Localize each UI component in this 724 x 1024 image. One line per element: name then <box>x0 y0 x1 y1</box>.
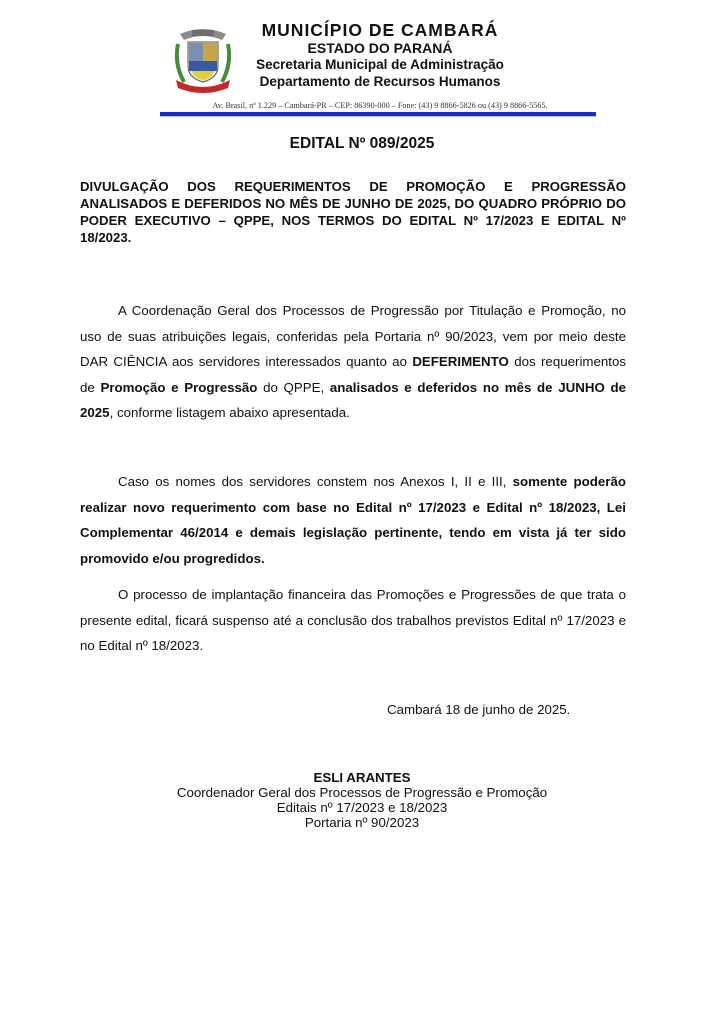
signatory-name: ESLI ARANTES <box>313 770 411 785</box>
p1-bold-1: DEFERIMENTO <box>412 354 509 369</box>
edital-subject: DIVULGAÇÃO DOS REQUERIMENTOS DE PROMOÇÃO E PROGRESSÃO ANALISADOS E DEFERIDOS NO MÊS DE JUNHO DE 2025, DO QUADRO PRÓPRIO DO PODER EXECUTIVO – QPPE, NOS TERMOS DO EDITAL Nº 17/2023 E EDITAL Nº 18/2023. <box>80 179 626 245</box>
p1-text-1: A Coordenação Geral dos Processos de Progressão por Titulação e Promoção, no uso de suas atribuições legais, conferidas pela Portaria nº 90/2023, vem por meio deste DAR CIÊNCIA aos servidores interessados quanto ao <box>80 303 626 369</box>
place-and-date: Cambará 18 de junho de 2025. <box>387 702 571 717</box>
department-name: Departamento de Recursos Humanos <box>259 74 501 89</box>
header-divider-shadow <box>160 116 596 117</box>
state-name: ESTADO DO PARANÁ <box>307 40 453 56</box>
p1-text-4: , conforme listagem abaixo apresentada. <box>109 405 350 420</box>
p1-bold-2: Promoção e Progressão <box>100 379 258 395</box>
p2-text-1: Caso os nomes dos servidores constem nos Anexos I, II e III, <box>118 474 513 489</box>
secretariat-name: Secretaria Municipal de Administração <box>256 57 504 72</box>
p1-bold-3: analisados e deferidos no mês de JUNHO de 2025 <box>80 379 626 420</box>
edital-title: EDITAL Nº 089/2025 <box>289 135 435 152</box>
municipality-title: MUNICÍPIO DE CAMBARÁ <box>261 20 499 40</box>
signatory-editais: Editais nº 17/2023 e 18/2023 <box>276 800 448 815</box>
municipal-coat-of-arms-icon <box>172 24 234 96</box>
body-paragraph-1 <box>80 298 626 426</box>
body-paragraph-2 <box>80 469 626 571</box>
address-line: Av. Brasil, nº 1.229 – Cambará-PR – CEP: 86390-000 – Fone: (43) 9 8866-5826 ou (43) 9 8866-5565. <box>212 101 548 110</box>
body-paragraph-3 <box>80 582 626 659</box>
signatory-role: Coordenador Geral dos Processos de Progressão e Promoção <box>176 785 548 800</box>
p1-text-2: dos requerimentos de <box>80 354 626 395</box>
p3-text: O processo de implantação financeira das Promoções e Progressões de que trata o presente edital, ficará suspenso até a conclusão dos trabalhos previstos Edital nº 17/2023 e no Edital nº 18/2023. <box>80 587 626 653</box>
p2-bold-1: somente poderão realizar novo requerimento com base no Edital nº 17/2023 e Edital nº 18/2023, Lei Complementar 46/2014 e demais legislação pertinente, tendo em vista já ter sido promovido e/ou progredidos. <box>80 474 626 566</box>
p1-text-3: do QPPE, <box>257 379 330 395</box>
signatory-portaria: Portaria nº 90/2023 <box>304 815 420 830</box>
